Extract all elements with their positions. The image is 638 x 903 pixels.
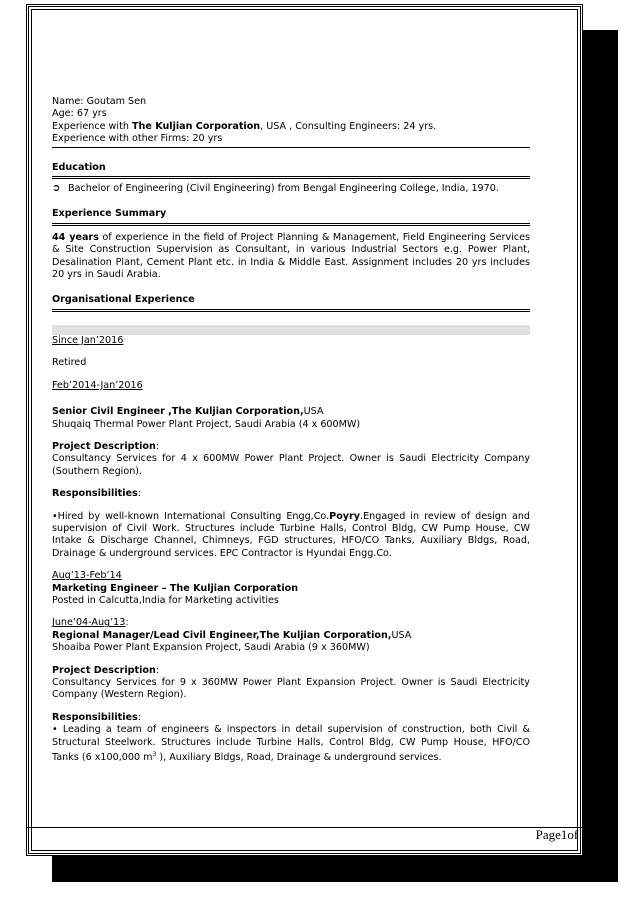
- footer-divider: [26, 827, 588, 828]
- project-3: Shoaiba Power Plant Expansion Project, Saudi Arabia (9 x 360MW): [52, 642, 370, 654]
- org-heading: Organisational Experience: [52, 294, 530, 311]
- role-2: Marketing Engineer – The Kuljian Corporation: [52, 582, 299, 594]
- project-description-label-3: Project Description:: [52, 664, 160, 676]
- education-heading: Education: [52, 162, 530, 179]
- company-name: The Kuljian Corporation: [131, 120, 261, 132]
- summary-text: 44 years of experience in the field of Project Planning & Management, Field Engineering Services & Site Construction Supervision as Consultant, in various Industrial Sectors e.g. Power Plant, Desalination Plant, Cement Plant etc. in India & Middle East. Assignment includes 20 yrs includes 20 yrs in Saudi Arabia.: [52, 231, 530, 281]
- role-1: Senior Civil Engineer ,The Kuljian Corporation,USA: [52, 406, 324, 418]
- period-3: June’04-Aug’13:: [52, 617, 129, 629]
- role-3: Regional Manager/Lead Civil Engineer,The Kuljian Corporation,USA: [52, 629, 412, 641]
- retired-text: Retired: [52, 357, 87, 369]
- resume-content: [52, 96, 530, 765]
- project-1: Shuqaiq Thermal Power Plant Project, Saudi Arabia (4 x 600MW): [52, 418, 361, 430]
- summary-heading: Experience Summary: [52, 208, 530, 225]
- project-description-label-1: Project Description:: [52, 440, 160, 452]
- responsibilities-3: • Leading a team of engineers & inspectors in detail supervision of construction, both Civil & Structural Steelwork. Structures include Turbine Halls, Control Bldg, CW Pump House, HFO/CO Tanks (6 x100,000 $m^3$ ), Auxiliary Bldgs, Road, Drainage & underground services.: [52, 724, 530, 764]
- page-number: Page1of 3: [535, 827, 588, 842]
- name-line: Name: Goutam Sen: [52, 96, 147, 107]
- age-line: Age: 67 yrs: [52, 108, 107, 120]
- since-date: Since Jan’2016: [52, 334, 124, 346]
- arrow-bullet-icon: ➲: [52, 183, 61, 195]
- period-1: Feb’2014-Jan’2016: [52, 379, 143, 391]
- education-item: ➲ Bachelor of Engineering (Civil Engineering) from Bengal Engineering College, India, 1970.: [52, 183, 499, 195]
- responsibilities-label-3: Responsibilities:: [52, 711, 141, 723]
- experience-line: Experience with The Kuljian Corporation, USA , Consulting Engineers: 24 yrs.: [52, 120, 437, 132]
- posted-text: Posted in Calcutta,India for Marketing activities: [52, 594, 279, 606]
- grey-band: [52, 325, 530, 335]
- period-2: Aug’13-Feb’14: [52, 570, 122, 582]
- other-experience-line: Experience with other Firms: 20 yrs: [52, 133, 530, 147]
- project-description-1: Consultancy Services for 4 x 600MW Power Plant Project. Owner is Saudi Electricity Company (Southern Region).: [52, 453, 530, 477]
- responsibilities-label-1: Responsibilities:: [52, 488, 141, 500]
- responsibilities-1: •Hired by well-known International Consulting Engg,Co.Poyry.Engaged in review of design and supervision of Civil Work. Structures include Turbine Halls, Control Bldg, CW Pump House, CW Intake & Discharge Channel, Chimneys, FGD structures, HFO/CO Tanks, Auxiliary Bldgs, Road, Drainage & underground services. EPC Contractor is Hyundai Engg.Co.: [52, 510, 531, 559]
- project-description-3: Consultancy Services for 9 x 360MW Power Plant Expansion Project. Owner is Saudi Electricity Company (Western Region).: [52, 677, 530, 701]
